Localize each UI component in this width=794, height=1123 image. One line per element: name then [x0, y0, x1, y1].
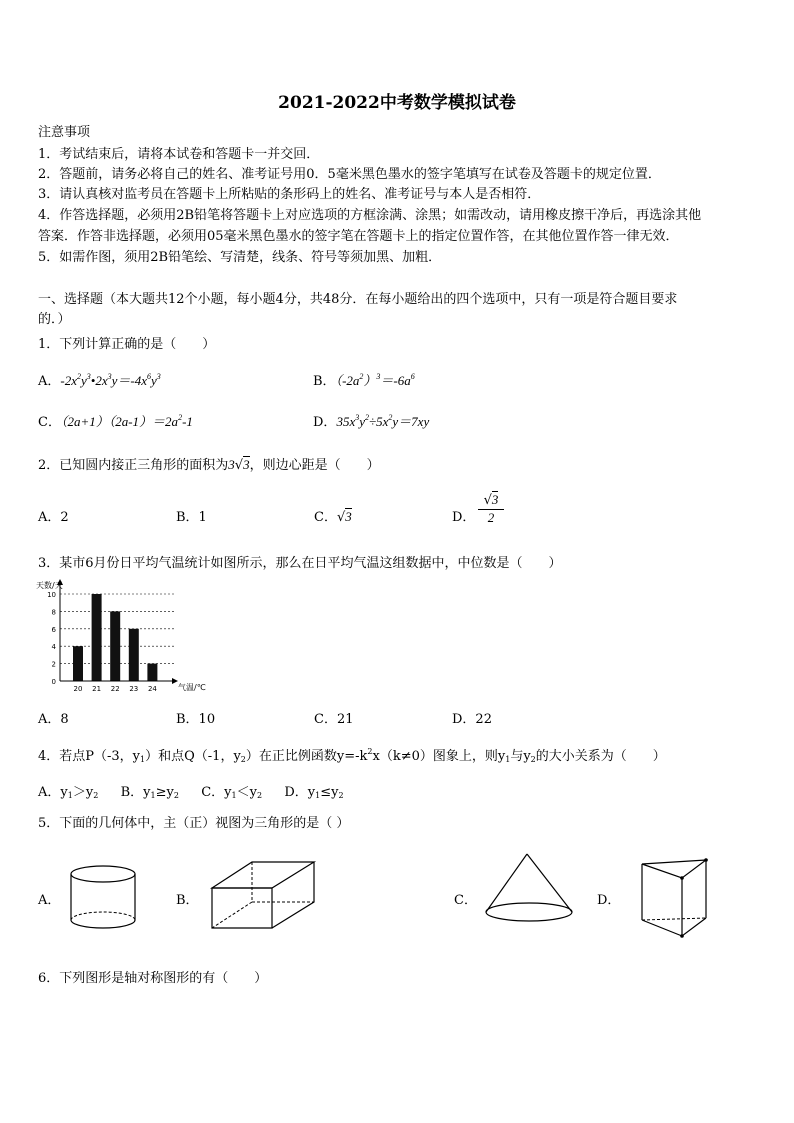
q4-option-b: B．$y_1\ge y_2$	[120, 785, 179, 800]
q4-options	[38, 781, 344, 800]
q2-stem-sqrt: √	[234, 458, 244, 473]
q4-stem-part: 的大小关系为（ ）	[535, 749, 666, 764]
notice-item: 4．作答选择题，必须用2B铅笔将答题卡上对应选项的方框涂满、涂黑；如需改动，请用橡皮擦干净后，再选涂其他	[38, 208, 702, 223]
q4-sub: 2	[530, 755, 536, 764]
q4-stem-part: ）和点Q（-1，y	[145, 749, 241, 764]
q5-stem: 5．下面的几何体中，主（正）视图为三角形的是（ ）	[38, 816, 350, 831]
q2-stem	[38, 454, 380, 473]
q4-option-d: D．$y_1\le y_2$	[284, 785, 344, 800]
cuboid-figure	[208, 858, 322, 932]
section-heading-cont: 的．）	[38, 312, 71, 327]
q2-option-c-label: C．	[314, 510, 337, 525]
y-tick-label: 4	[51, 643, 56, 652]
q2-option-c-sqrt: √	[336, 510, 346, 525]
chart-bars	[73, 594, 157, 681]
q5-option-a-label: A．	[38, 893, 61, 908]
y-tick-label: 10	[47, 591, 56, 599]
q4-sub: 2	[240, 755, 246, 764]
chart-xlabel: 气温/℃	[178, 683, 206, 692]
notice-item: 3．请认真核对监考员在答题卡上所粘贴的条形码上的姓名、准考证号与本人是否相符．	[38, 187, 541, 202]
bar-23	[129, 629, 139, 681]
q2-option-d-label: D．	[452, 510, 476, 525]
x-tick-label: 24	[147, 685, 157, 693]
triangular-prism-figure	[638, 856, 714, 942]
q3-option-c: C．21	[314, 712, 354, 727]
q1-option-c-label: C．	[38, 415, 61, 430]
notice-item: 5．如需作图，须用2B铅笔绘、写清楚，线条、符号等须加黑、加粗．	[38, 250, 442, 265]
q1-option-c-expr: $(2a+1)(2a-1)=2a^2-1$	[60, 413, 193, 429]
temperature-bar-chart	[34, 578, 214, 694]
chart-ylabel: 天数/天	[36, 581, 63, 590]
q1-stem: 1．下列计算正确的是（ ）	[38, 337, 216, 352]
section-heading: 一、选择题（本大题共12个小题，每小题4分，共48分．在每小题给出的四个选项中，只有一项是符合题目要求	[38, 292, 678, 307]
q2-stem-post: ，则边心距是（ ）	[249, 458, 380, 473]
q1-option-a-label: A．	[38, 374, 61, 389]
x-tick-label: 22	[110, 685, 120, 693]
q2-stem-coef: 3	[228, 457, 235, 472]
q3-option-d: D．22	[452, 712, 492, 727]
q4-stem	[38, 745, 666, 764]
q1-option-b-expr: $(-2a^2)^3=-6a^6$	[335, 372, 415, 388]
q4-sub: 1	[140, 755, 146, 764]
bar-21	[92, 594, 102, 681]
q4-stem-part: ）在正比例函数y=-k	[245, 749, 368, 764]
bar-24	[147, 664, 157, 681]
page-title: 2021-2022中考数学模拟试卷	[278, 93, 516, 113]
cylinder-figure	[66, 862, 140, 934]
q4-stem-part: x（k≠0）图象上，则y	[372, 749, 506, 764]
notice-heading: 注意事项	[38, 125, 91, 140]
q3-option-a: A．8	[38, 712, 69, 727]
q2-option-d-denominator: 2	[487, 510, 495, 525]
q2-stem-pre: 2．已知圆内接正三角形的面积为	[38, 458, 229, 473]
q3-stem: 3．某市6月份日平均气温统计如图所示，那么在日平均气温这组数据中，中位数是（ ）	[38, 556, 562, 571]
bar-22	[110, 611, 120, 681]
q2-option-c	[314, 506, 352, 525]
q5-option-b-label: B．	[176, 893, 199, 908]
y-tick-label: 6	[51, 625, 56, 634]
q4-sub: 1	[505, 755, 511, 764]
q2-option-d-numerator	[478, 492, 504, 510]
chart-x-ticks	[74, 685, 158, 693]
q1-option-a	[38, 370, 161, 389]
x-tick-label: 21	[92, 685, 102, 693]
q5-option-d-label: D．	[597, 893, 621, 908]
y-tick-label: 8	[51, 608, 56, 617]
notice-item: 1．考试结束后，请将本试卷和答题卡一并交回．	[38, 147, 320, 162]
q4-option-c: C．$y_1<y_2$	[201, 785, 263, 800]
q3-option-b: B．10	[176, 712, 216, 727]
q2-option-b: B．1	[176, 510, 207, 525]
notice-item: 答案．作答非选择题，必须用05毫米黑色墨水的签字笔在答题卡上的指定位置作答，在其他位置作答一律无效．	[38, 229, 679, 244]
q2-stem-radicand: 3	[243, 457, 250, 472]
q4-stem-part: 与y	[510, 749, 531, 764]
chart-y-ticks	[47, 591, 56, 686]
q2-option-a: A．2	[38, 510, 69, 525]
q1-option-d	[313, 411, 429, 430]
q1-option-b-label: B．	[313, 374, 336, 389]
q2-option-d-radicand: 3	[491, 492, 499, 507]
q4-sup: 2	[367, 747, 373, 756]
x-tick-label: 23	[129, 685, 139, 693]
q2-option-d-fraction	[478, 492, 504, 526]
x-tick-label: 20	[73, 685, 83, 693]
q1-option-a-expr: $-2x^2y^3•2x^3y=-4x^6y^3$	[60, 372, 161, 388]
bar-20	[73, 646, 83, 681]
q2-option-d-sqrt: √	[483, 493, 492, 508]
cone-figure	[480, 850, 580, 926]
notice-item: 2．答题前，请务必将自己的姓名、准考证号用0．5毫米黑色墨水的签字笔填写在试卷及答题卡的规定位置．	[38, 167, 661, 182]
q6-stem: 6．下列图形是轴对称图形的有（ ）	[38, 971, 268, 986]
q2-option-c-radicand: 3	[345, 509, 352, 524]
y-tick-label: 0	[51, 678, 56, 686]
q4-stem-part: 4．若点P（-3，y	[38, 749, 141, 764]
q1-option-b	[313, 370, 415, 389]
q1-option-d-label: D．	[313, 415, 337, 430]
y-tick-label: 2	[51, 660, 56, 669]
q1-option-d-expr: $35x^3y^2\div 5x^2y=7xy$	[336, 413, 430, 429]
q5-option-c-label: C．	[454, 893, 477, 908]
q4-option-a: A．$y_1>y_2$	[38, 785, 99, 800]
q1-option-c	[38, 411, 193, 430]
